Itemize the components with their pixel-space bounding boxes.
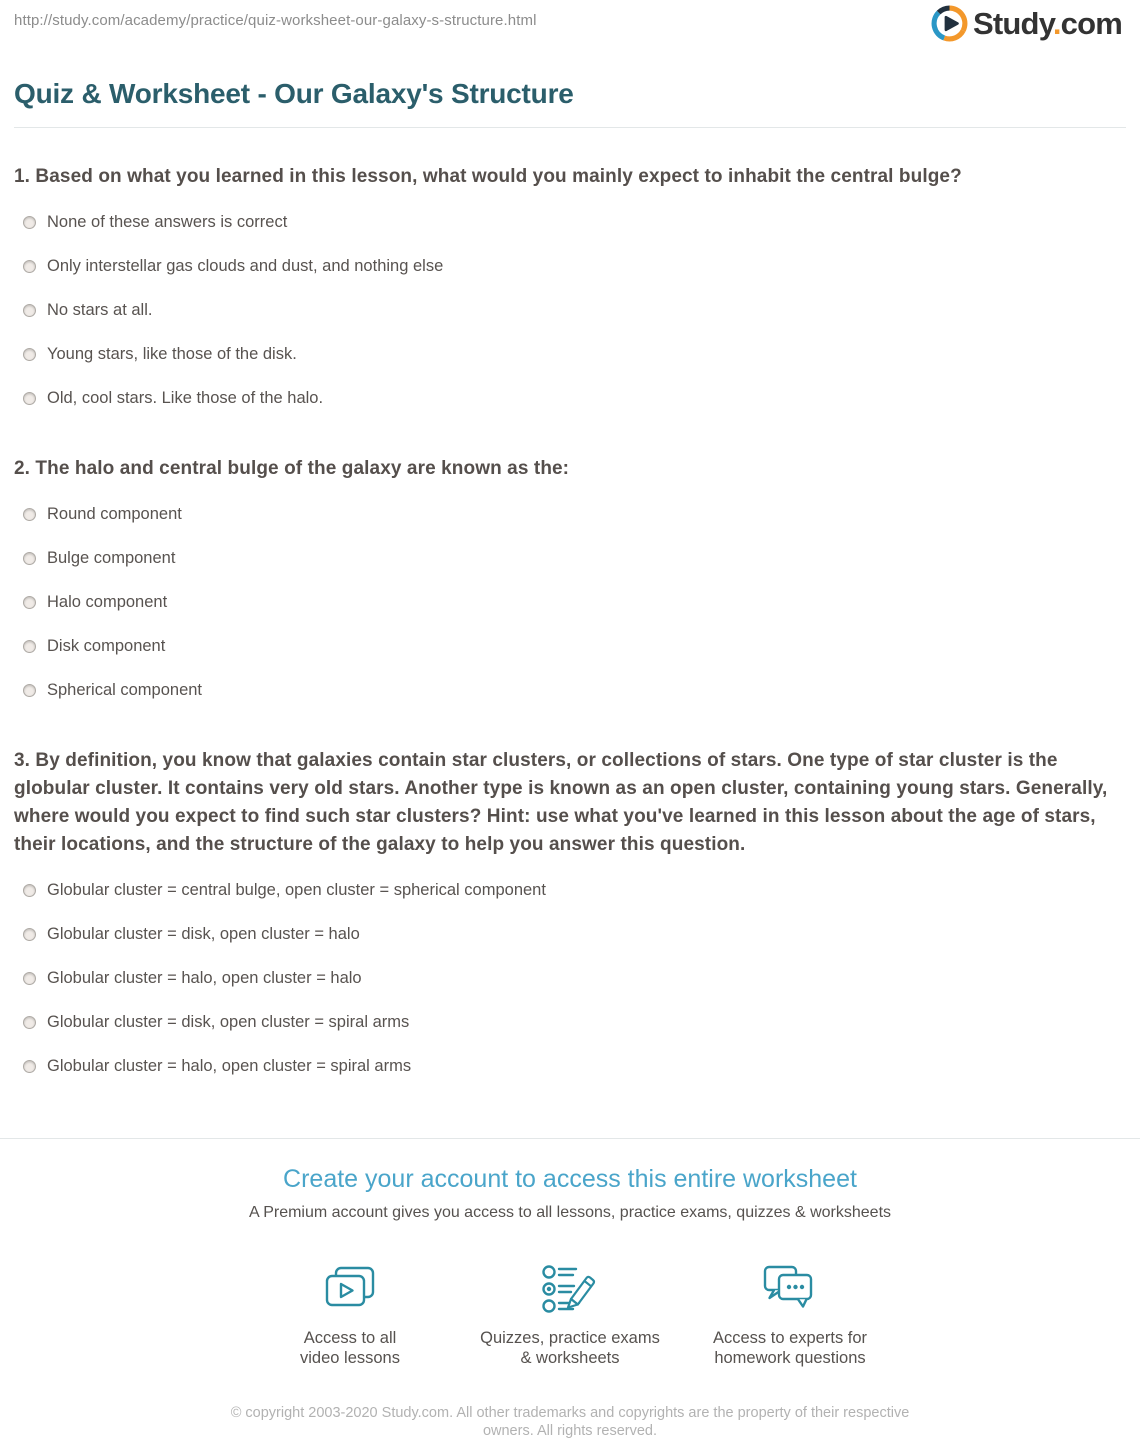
- question-1-options: [14, 200, 1122, 420]
- question-1: [14, 163, 1122, 420]
- page-header: [0, 0, 1140, 52]
- radio-button[interactable]: [23, 552, 36, 565]
- features-row: [240, 1256, 900, 1368]
- option-label: Only interstellar gas clouds and dust, and nothing else: [47, 256, 444, 275]
- question-3-text: 3. By definition, you know that galaxies contain star clusters, or collections of stars. One type of star cluster is the globular cluster. It contains very old stars. Another type is known as an open cluster, containing young stars. Generally, where would you expect to find such star clusters? Hint: use what you've learned in this lesson about the age of stars, their locations, and the structure of the galaxy to help you answer this question.: [14, 750, 1108, 855]
- option-label: Globular cluster = central bulge, open cluster = spherical component: [47, 880, 546, 899]
- feature-label: Quizzes, practice exams & worksheets: [480, 1329, 660, 1367]
- option-label: Old, cool stars. Like those of the halo.: [47, 388, 324, 407]
- section-divider: [0, 1138, 1140, 1139]
- feature-video-lessons: [240, 1256, 460, 1368]
- answer-option[interactable]: [14, 376, 1122, 420]
- copyright-notice: © copyright 2003-2020 Study.com. All other trademarks and copyrights are the property of their respective owners. All rights reserved.: [230, 1405, 910, 1439]
- option-label: No stars at all.: [47, 300, 153, 319]
- question-2: [14, 455, 1122, 712]
- answer-option[interactable]: [14, 668, 1122, 712]
- feature-label: Access to experts for homework questions: [712, 1329, 868, 1367]
- answer-option[interactable]: [14, 624, 1122, 668]
- answer-option[interactable]: [14, 912, 1122, 956]
- option-label: Globular cluster = halo, open cluster = spiral arms: [47, 1056, 412, 1075]
- radio-button[interactable]: [23, 508, 36, 521]
- option-label: Globular cluster = halo, open cluster = halo: [47, 968, 362, 987]
- answer-option[interactable]: [14, 1000, 1122, 1044]
- question-2-options: [14, 492, 1122, 712]
- option-label: Bulge component: [47, 548, 176, 567]
- radio-button[interactable]: [23, 1016, 36, 1029]
- page-url: http://study.com/academy/practice/quiz-worksheet-our-galaxy-s-structure.html: [14, 12, 537, 29]
- feature-label: Access to all video lessons: [300, 1329, 400, 1367]
- video-lessons-icon: [240, 1256, 460, 1316]
- answer-option[interactable]: [14, 288, 1122, 332]
- cta-title: Create your account to access this entire worksheet: [283, 1165, 857, 1193]
- answer-option[interactable]: [14, 956, 1122, 1000]
- question-3: [14, 747, 1122, 1088]
- radio-button[interactable]: [23, 304, 36, 317]
- answer-option[interactable]: [14, 1044, 1122, 1088]
- radio-button[interactable]: [23, 216, 36, 229]
- quizzes-worksheets-icon: [460, 1256, 680, 1316]
- radio-button[interactable]: [23, 348, 36, 361]
- studycom-play-icon: [931, 5, 968, 42]
- radio-button[interactable]: [23, 640, 36, 653]
- option-label: Spherical component: [47, 680, 203, 699]
- studycom-logo-text: Study.com: [973, 5, 1122, 41]
- option-label: Globular cluster = disk, open cluster = spiral arms: [47, 1012, 410, 1031]
- answer-option[interactable]: [14, 580, 1122, 624]
- option-label: Young stars, like those of the disk.: [47, 344, 297, 363]
- page-title: Quiz & Worksheet - Our Galaxy's Structure: [14, 78, 574, 109]
- feature-homework-experts: [680, 1256, 900, 1368]
- option-label: Globular cluster = disk, open cluster = halo: [47, 924, 360, 943]
- radio-button[interactable]: [23, 684, 36, 697]
- radio-button[interactable]: [23, 392, 36, 405]
- radio-button[interactable]: [23, 972, 36, 985]
- option-label: Disk component: [47, 636, 166, 655]
- option-label: Halo component: [47, 592, 168, 611]
- homework-experts-icon: [680, 1256, 900, 1316]
- create-account-section: [0, 1165, 1140, 1368]
- option-label: Round component: [47, 504, 182, 523]
- cta-subtitle: A Premium account gives you access to all lessons, practice exams, quizzes & worksheets: [248, 1204, 892, 1221]
- title-divider: [14, 127, 1126, 128]
- answer-option[interactable]: [14, 868, 1122, 912]
- answer-option[interactable]: [14, 200, 1122, 244]
- question-2-text: 2. The halo and central bulge of the galaxy are known as the:: [14, 458, 570, 479]
- question-3-options: [14, 868, 1122, 1088]
- radio-button[interactable]: [23, 928, 36, 941]
- answer-option[interactable]: [14, 536, 1122, 580]
- answer-option[interactable]: [14, 492, 1122, 536]
- answer-option[interactable]: [14, 244, 1122, 288]
- studycom-logo[interactable]: [931, 5, 1122, 42]
- question-1-text: 1. Based on what you learned in this lesson, what would you mainly expect to inhabit the central bulge?: [14, 166, 962, 187]
- radio-button[interactable]: [23, 260, 36, 273]
- option-label: None of these answers is correct: [47, 212, 288, 231]
- answer-option[interactable]: [14, 332, 1122, 376]
- radio-button[interactable]: [23, 1060, 36, 1073]
- radio-button[interactable]: [23, 884, 36, 897]
- quiz-body: [0, 163, 1140, 1088]
- feature-quizzes-worksheets: [460, 1256, 680, 1368]
- radio-button[interactable]: [23, 596, 36, 609]
